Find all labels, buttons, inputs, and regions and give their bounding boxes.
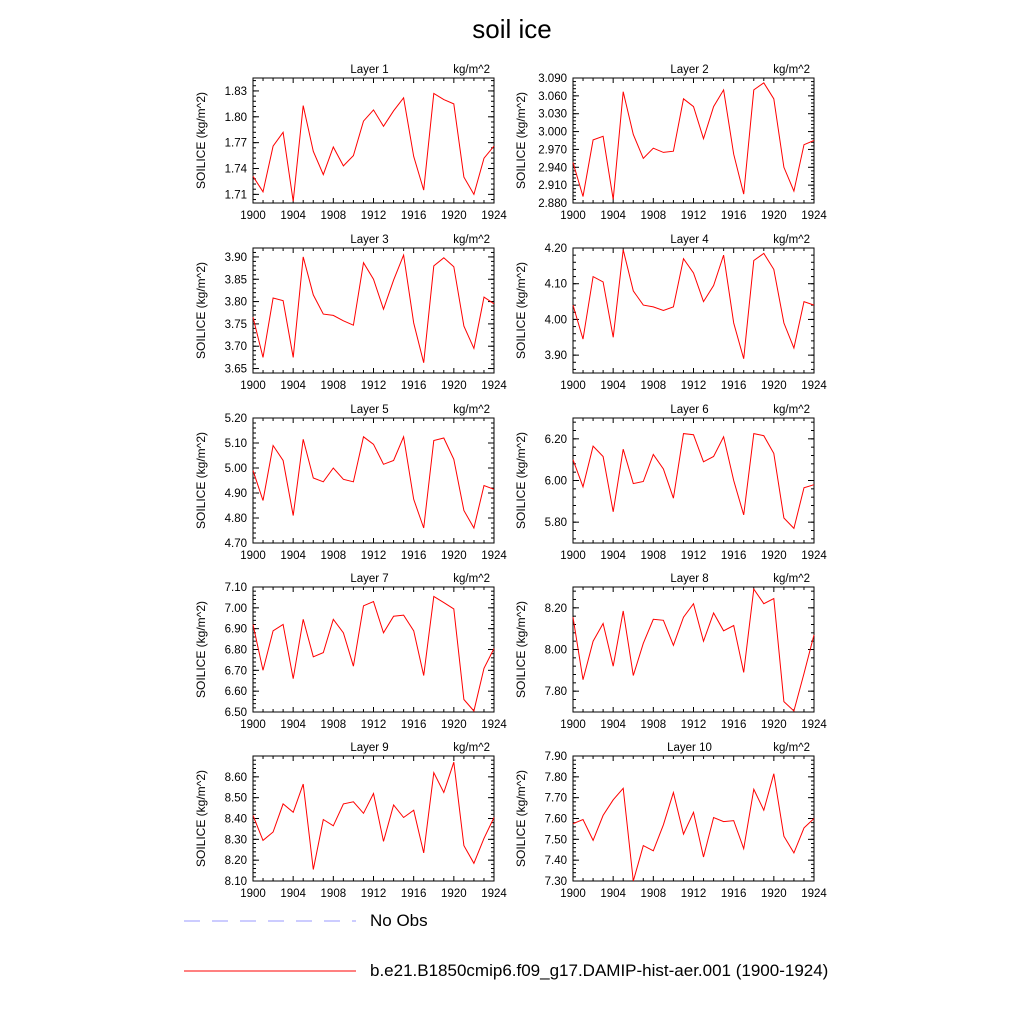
x-tick-label: 1912 — [360, 719, 387, 731]
panel-units: kg/m^2 — [453, 64, 490, 76]
y-tick-label: 6.50 — [224, 707, 247, 719]
plot-frame — [573, 78, 814, 203]
x-tick-label: 1912 — [680, 380, 707, 392]
y-tick-label: 4.90 — [224, 488, 247, 500]
x-tick-label: 1920 — [761, 210, 787, 222]
panel-title: Layer 3 — [350, 234, 389, 246]
x-tick-label: 1916 — [400, 210, 427, 222]
plot-frame — [253, 756, 494, 881]
y-tick-label: 6.90 — [224, 623, 247, 636]
panel-units: kg/m^2 — [453, 404, 490, 416]
x-tick-label: 1920 — [441, 719, 467, 731]
y-tick-label: 3.80 — [224, 296, 247, 309]
x-tick-label: 1908 — [320, 550, 347, 562]
x-tick-label: 1908 — [320, 719, 347, 731]
y-tick-label: 4.80 — [224, 513, 247, 525]
y-tick-label: 5.80 — [544, 517, 567, 530]
y-axis-label: SOILICE (kg/m^2) — [514, 432, 528, 529]
legend-obs-label: No Obs — [370, 911, 428, 930]
x-tick-label: 1900 — [240, 719, 266, 731]
x-tick-label: 1904 — [600, 550, 626, 562]
y-tick-label: 7.40 — [544, 855, 567, 868]
panel-title: Layer 2 — [670, 64, 709, 76]
y-tick-label: 1.80 — [224, 111, 247, 124]
x-tick-label: 1900 — [240, 210, 266, 222]
y-tick-label: 4.20 — [544, 243, 567, 255]
x-tick-label: 1908 — [320, 210, 347, 222]
panel-units: kg/m^2 — [773, 64, 810, 76]
panel-units: kg/m^2 — [773, 404, 810, 416]
x-tick-label: 1912 — [680, 719, 707, 731]
x-tick-label: 1924 — [481, 210, 507, 222]
y-tick-label: 6.00 — [544, 475, 567, 488]
chart-panel-8 — [514, 573, 827, 731]
x-tick-label: 1924 — [801, 888, 827, 900]
chart-panel-10 — [514, 742, 827, 900]
page-title: soil ice — [472, 14, 552, 44]
x-tick-label: 1904 — [600, 380, 626, 392]
panel-units: kg/m^2 — [773, 742, 810, 754]
y-axis-label: SOILICE (kg/m^2) — [514, 770, 528, 867]
x-tick-label: 1904 — [280, 550, 306, 562]
y-tick-label: 5.20 — [224, 413, 247, 425]
y-tick-label: 7.50 — [544, 834, 567, 847]
panel-units: kg/m^2 — [773, 573, 810, 585]
x-tick-label: 1908 — [640, 719, 667, 731]
series-line — [253, 94, 494, 202]
legend-model-label: b.e21.B1850cmip6.f09_g17.DAMIP-hist-aer.001 (1900-1924) — [370, 961, 829, 980]
panel-units: kg/m^2 — [453, 742, 490, 754]
x-tick-label: 1904 — [280, 888, 306, 900]
y-axis-label: SOILICE (kg/m^2) — [514, 92, 528, 189]
x-tick-label: 1924 — [801, 719, 827, 731]
y-tick-label: 3.65 — [224, 363, 247, 376]
y-tick-label: 5.00 — [224, 463, 247, 475]
series-line — [253, 596, 494, 711]
y-tick-label: 1.74 — [224, 163, 247, 176]
plot-frame — [253, 248, 494, 373]
y-tick-label: 4.70 — [224, 538, 247, 550]
y-tick-label: 2.940 — [538, 162, 567, 175]
y-tick-label: 7.70 — [544, 792, 567, 805]
y-tick-label: 1.71 — [224, 189, 247, 202]
x-tick-label: 1912 — [680, 888, 707, 900]
y-tick-label: 6.80 — [224, 644, 247, 657]
x-tick-label: 1924 — [481, 719, 507, 731]
x-tick-label: 1904 — [600, 210, 626, 222]
x-tick-label: 1900 — [560, 719, 586, 731]
y-tick-label: 1.83 — [224, 85, 247, 98]
x-tick-label: 1916 — [400, 380, 427, 392]
y-axis-label: SOILICE (kg/m^2) — [194, 770, 208, 867]
x-tick-label: 1920 — [761, 888, 787, 900]
y-tick-label: 3.060 — [538, 90, 567, 103]
x-tick-label: 1908 — [320, 888, 347, 900]
x-tick-label: 1912 — [360, 380, 387, 392]
x-tick-label: 1916 — [720, 380, 747, 392]
series-line — [253, 762, 494, 869]
x-tick-label: 1924 — [481, 550, 507, 562]
x-tick-label: 1912 — [680, 210, 707, 222]
y-tick-label: 8.20 — [224, 855, 247, 868]
x-tick-label: 1900 — [240, 550, 266, 562]
x-tick-label: 1924 — [801, 550, 827, 562]
chart-panel-7 — [194, 573, 507, 731]
plot-frame — [573, 248, 814, 373]
y-tick-label: 7.90 — [544, 751, 567, 763]
x-tick-label: 1920 — [441, 888, 467, 900]
panel-title: Layer 10 — [667, 742, 712, 754]
y-tick-label: 3.000 — [538, 126, 567, 139]
x-tick-label: 1924 — [481, 380, 507, 392]
series-line — [573, 83, 814, 200]
y-tick-label: 8.40 — [224, 813, 247, 826]
chart-panel-9 — [194, 742, 507, 900]
series-line — [573, 774, 814, 881]
y-tick-label: 4.00 — [544, 314, 567, 327]
x-tick-label: 1920 — [761, 719, 787, 731]
x-tick-label: 1900 — [560, 380, 586, 392]
series-line — [573, 434, 814, 529]
chart-panel-4 — [514, 234, 827, 392]
panel-title: Layer 8 — [670, 573, 709, 585]
x-tick-label: 1916 — [400, 550, 427, 562]
x-tick-label: 1924 — [801, 210, 827, 222]
x-tick-label: 1912 — [680, 550, 707, 562]
y-tick-label: 8.20 — [544, 602, 567, 615]
y-tick-label: 6.60 — [224, 686, 247, 699]
y-tick-label: 6.70 — [224, 665, 247, 678]
x-tick-label: 1924 — [801, 380, 827, 392]
panel-title: Layer 4 — [670, 234, 709, 246]
x-tick-label: 1908 — [320, 380, 347, 392]
y-tick-label: 5.10 — [224, 438, 247, 450]
y-tick-label: 2.970 — [538, 144, 567, 157]
y-tick-label: 6.20 — [544, 433, 567, 446]
series-line — [253, 437, 494, 528]
y-tick-label: 2.880 — [538, 198, 567, 210]
panel-title: Layer 5 — [350, 404, 389, 416]
y-tick-label: 8.10 — [224, 876, 247, 888]
x-tick-label: 1916 — [400, 888, 427, 900]
chart-panel-1 — [194, 64, 507, 222]
y-tick-label: 4.10 — [544, 278, 567, 291]
y-tick-label: 2.910 — [538, 180, 567, 193]
x-tick-label: 1900 — [240, 888, 266, 900]
x-tick-label: 1900 — [560, 550, 586, 562]
y-axis-label: SOILICE (kg/m^2) — [194, 262, 208, 359]
x-tick-label: 1908 — [640, 210, 667, 222]
panel-title: Layer 7 — [350, 573, 389, 585]
y-tick-label: 8.60 — [224, 771, 247, 784]
y-tick-label: 8.30 — [224, 834, 247, 847]
y-tick-label: 7.80 — [544, 771, 567, 784]
y-tick-label: 1.77 — [224, 137, 247, 150]
x-tick-label: 1908 — [640, 380, 667, 392]
panel-title: Layer 1 — [350, 64, 389, 76]
x-tick-label: 1916 — [720, 888, 747, 900]
panel-units: kg/m^2 — [453, 573, 490, 585]
x-tick-label: 1916 — [720, 719, 747, 731]
x-tick-label: 1916 — [720, 210, 747, 222]
y-axis-label: SOILICE (kg/m^2) — [194, 601, 208, 698]
panel-title: Layer 6 — [670, 404, 709, 416]
y-tick-label: 7.80 — [544, 686, 567, 699]
chart-panel-3 — [194, 234, 507, 392]
x-tick-label: 1920 — [441, 380, 467, 392]
y-tick-label: 3.90 — [224, 251, 247, 264]
x-tick-label: 1900 — [240, 380, 266, 392]
x-tick-label: 1904 — [280, 210, 306, 222]
panel-title: Layer 9 — [350, 742, 389, 754]
y-tick-label: 7.10 — [224, 582, 247, 594]
y-tick-label: 7.30 — [544, 876, 567, 888]
x-tick-label: 1912 — [360, 888, 387, 900]
y-tick-label: 7.00 — [224, 602, 247, 615]
x-tick-label: 1904 — [280, 380, 306, 392]
y-axis-label: SOILICE (kg/m^2) — [514, 601, 528, 698]
x-tick-label: 1916 — [720, 550, 747, 562]
plot-frame — [253, 78, 494, 203]
series-line — [573, 589, 814, 711]
x-tick-label: 1912 — [360, 210, 387, 222]
x-tick-label: 1920 — [441, 550, 467, 562]
x-tick-label: 1900 — [560, 210, 586, 222]
x-tick-label: 1908 — [640, 888, 667, 900]
x-tick-label: 1904 — [600, 719, 626, 731]
x-tick-label: 1904 — [600, 888, 626, 900]
y-tick-label: 3.70 — [224, 341, 247, 354]
chart-panel-6 — [514, 404, 827, 562]
x-tick-label: 1900 — [560, 888, 586, 900]
plot-frame — [573, 756, 814, 881]
chart-panel-2 — [514, 64, 827, 222]
y-tick-label: 3.090 — [538, 73, 567, 85]
y-tick-label: 3.030 — [538, 108, 567, 121]
x-tick-label: 1924 — [481, 888, 507, 900]
y-tick-label: 8.50 — [224, 792, 247, 805]
x-tick-label: 1904 — [280, 719, 306, 731]
y-tick-label: 7.60 — [544, 813, 567, 826]
x-tick-label: 1920 — [761, 550, 787, 562]
y-tick-label: 8.00 — [544, 644, 567, 657]
y-tick-label: 3.90 — [544, 350, 567, 363]
x-tick-label: 1916 — [400, 719, 427, 731]
y-axis-label: SOILICE (kg/m^2) — [194, 432, 208, 529]
y-tick-label: 3.85 — [224, 274, 247, 287]
y-tick-label: 3.75 — [224, 318, 247, 331]
panel-units: kg/m^2 — [453, 234, 490, 246]
series-line — [253, 255, 494, 363]
x-tick-label: 1920 — [441, 210, 467, 222]
x-tick-label: 1920 — [761, 380, 787, 392]
x-tick-label: 1908 — [640, 550, 667, 562]
y-axis-label: SOILICE (kg/m^2) — [194, 92, 208, 189]
chart-panel-5 — [194, 404, 507, 562]
series-line — [573, 250, 814, 359]
panel-units: kg/m^2 — [773, 234, 810, 246]
x-tick-label: 1912 — [360, 550, 387, 562]
y-axis-label: SOILICE (kg/m^2) — [514, 262, 528, 359]
